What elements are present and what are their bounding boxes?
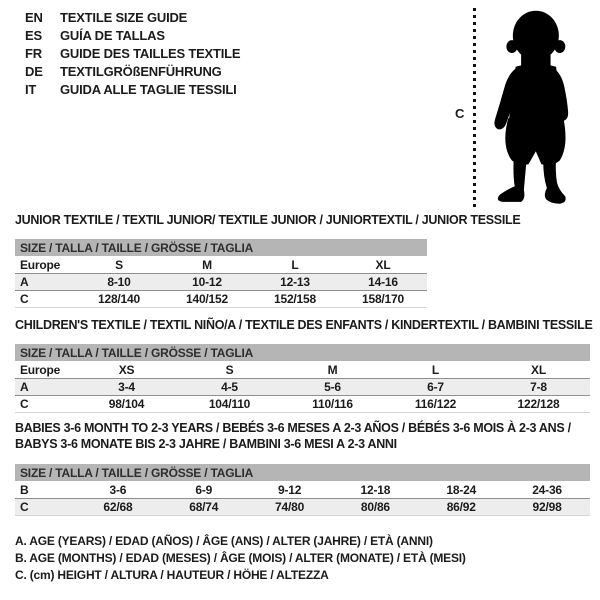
- row-value-cell: 116/122: [414, 397, 457, 411]
- row-value-cell: XL: [375, 257, 391, 272]
- row-value-cell: 86/92: [446, 500, 476, 514]
- row-value-cell: 140/152: [186, 292, 228, 306]
- language-code: FR: [25, 46, 42, 61]
- row-value-cell: S: [225, 362, 234, 377]
- row-value-cell: 104/110: [208, 397, 251, 411]
- babies-title-line-1: BABIES 3-6 MONTH TO 2-3 YEARS / BEBÉS 3-6 MESES A 2-3 AÑOS / BÉBÉS 3-6 MOIS À 2-3 ANS /: [15, 421, 571, 435]
- table-row: [15, 378, 590, 395]
- table-row: [15, 498, 590, 515]
- row-value-cell: 110/116: [312, 397, 353, 411]
- row-value-cell: XL: [531, 362, 546, 377]
- row-value-cell: 128/140: [98, 292, 140, 306]
- row-label-cell: B: [20, 482, 29, 497]
- table-row: [15, 361, 590, 378]
- row-value-cell: 9-12: [277, 482, 302, 497]
- row-value-cell: 3-4: [118, 380, 135, 394]
- language-code: ES: [25, 28, 42, 43]
- row-label-cell: C: [20, 500, 29, 514]
- row-value-cell: M: [202, 257, 212, 272]
- size-header-bar: SIZE / TALLA / TAILLE / GRÖSSE / TAGLIA: [15, 464, 590, 481]
- row-value-cell: 18-24: [446, 482, 477, 497]
- junior-size-table: [15, 239, 427, 308]
- row-value-cell: S: [115, 257, 123, 272]
- row-value-cell: 24-36: [532, 482, 562, 497]
- language-label: GUIDA ALLE TAGLIE TESSILI: [60, 82, 237, 97]
- row-label-cell: Europe: [20, 362, 61, 377]
- table-row: [15, 256, 427, 273]
- language-row: [25, 27, 240, 45]
- row-value-cell: L: [431, 362, 440, 377]
- row-value-cell: 12-18: [360, 482, 391, 497]
- table-row: [15, 481, 590, 498]
- footnote-c: C. (cm) HEIGHT / ALTURA / HAUTEUR / HÖHE / ALTEZZA: [15, 568, 329, 582]
- language-label: GUÍA DE TALLAS: [60, 28, 165, 43]
- height-label-c: C: [455, 106, 465, 121]
- children-size-table: [15, 344, 590, 413]
- row-value-cell: 6-7: [427, 380, 444, 394]
- table-row: [15, 273, 427, 290]
- row-value-cell: 8-10: [107, 275, 131, 289]
- row-value-cell: 80/86: [360, 500, 390, 514]
- language-code: IT: [25, 82, 37, 97]
- baby-silhouette-icon: [488, 8, 580, 212]
- row-value-cell: 3-6: [109, 482, 127, 497]
- language-label: TEXTILGRÖßENFÜHRUNG: [60, 64, 222, 79]
- babies-size-table: [15, 464, 590, 516]
- language-row: [25, 9, 240, 27]
- language-title-block: [25, 9, 240, 99]
- row-value-cell: 92/98: [532, 500, 562, 514]
- row-value-cell: 14-16: [368, 275, 398, 289]
- row-value-cell: L: [291, 257, 299, 272]
- row-label-cell: C: [20, 397, 29, 411]
- footnote-b: B. AGE (MONTHS) / EDAD (MESES) / ÂGE (MOIS) / ALTER (MONATE) / ETÀ (MESI): [15, 551, 466, 565]
- row-value-cell: M: [327, 362, 338, 377]
- row-value-cell: 74/80: [275, 500, 305, 514]
- table-row: [15, 395, 590, 412]
- row-value-cell: 12-13: [280, 275, 310, 289]
- children-table-title: CHILDREN'S TEXTILE / TEXTIL NIÑO/A / TEXTILE DES ENFANTS / KINDERTEXTIL / BAMBINI TESSILE: [15, 318, 593, 332]
- height-dashed-line: [473, 8, 476, 208]
- row-value-cell: 6-9: [195, 482, 213, 497]
- row-value-cell: 5-6: [324, 380, 341, 394]
- row-value-cell: 7-8: [530, 380, 547, 394]
- row-value-cell: 158/170: [362, 292, 404, 306]
- row-label-cell: Europe: [20, 257, 61, 272]
- footnotes: [15, 533, 466, 584]
- language-row: [25, 45, 240, 63]
- row-label-cell: A: [20, 275, 29, 289]
- junior-table-title: JUNIOR TEXTILE / TEXTIL JUNIOR/ TEXTILE JUNIOR / JUNIORTEXTIL / JUNIOR TESSILE: [15, 213, 521, 227]
- row-value-cell: 122/128: [517, 397, 560, 411]
- row-value-cell: 68/74: [189, 500, 219, 514]
- footnote-a: A. AGE (YEARS) / EDAD (AÑOS) / ÂGE (ANS) / ALTER (JAHRE) / ETÀ (ANNI): [15, 534, 433, 548]
- row-label-cell: C: [20, 292, 29, 306]
- size-header-bar: SIZE / TALLA / TAILLE / GRÖSSE / TAGLIA: [15, 344, 590, 361]
- row-value-cell: 152/158: [274, 292, 316, 306]
- row-label-cell: A: [20, 380, 29, 394]
- language-code: DE: [25, 64, 43, 79]
- language-row: [25, 63, 240, 81]
- babies-table-title: [15, 420, 571, 452]
- table-row: [15, 290, 427, 307]
- language-label: TEXTILE SIZE GUIDE: [60, 10, 188, 25]
- row-value-cell: 10-12: [192, 275, 222, 289]
- row-value-cell: 98/104: [108, 397, 145, 411]
- size-header-bar: SIZE / TALLA / TAILLE / GRÖSSE / TAGLIA: [15, 239, 427, 256]
- language-label: GUIDE DES TAILLES TEXTILE: [60, 46, 241, 61]
- language-row: [25, 81, 240, 99]
- row-value-cell: 62/68: [103, 500, 133, 514]
- row-value-cell: XS: [118, 362, 135, 377]
- language-code: EN: [25, 10, 43, 25]
- babies-title-line-2: BABYS 3-6 MONATE BIS 2-3 JAHRE / BAMBINI 3-6 MESI A 2-3 ANNI: [15, 437, 397, 451]
- row-value-cell: 4-5: [221, 380, 238, 394]
